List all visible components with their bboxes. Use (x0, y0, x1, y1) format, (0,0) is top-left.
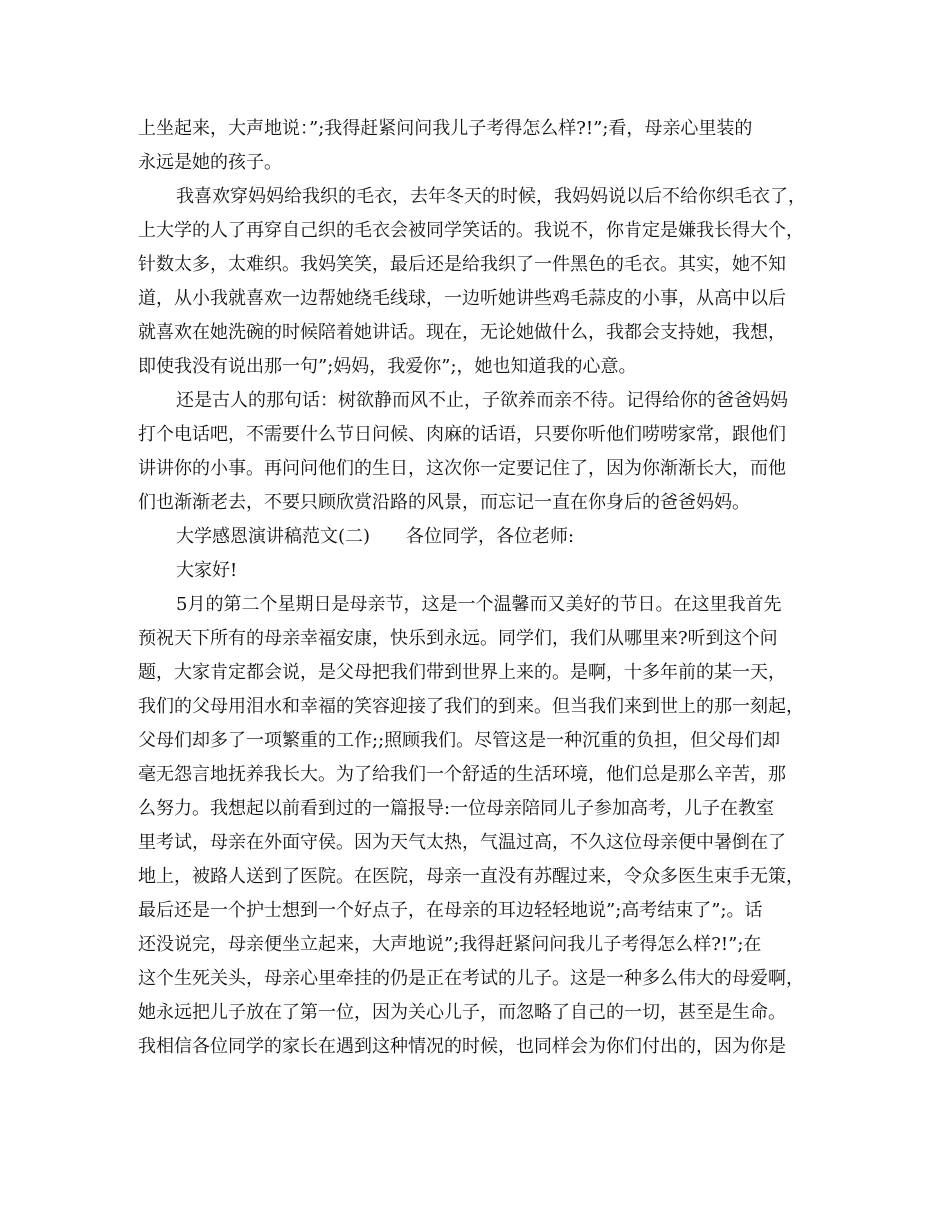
text-line: 还没说完，母亲便坐立起来，大声地说”;我得赶紧问问我儿子考得怎么样?!”;在 (138, 934, 762, 955)
text-line: 题，大家肯定都会说，是父母把我们带到世界上来的。是啊，十多年前的某一天， (138, 662, 786, 683)
text-line: 地上，被路人送到了医院。在医院，母亲一直没有苏醒过来，令众多医生束手无策， (138, 866, 804, 887)
text-line: 毫无怨言地抚养我长大。为了给我们一个舒适的生活环境，他们总是那么辛苦，那 (138, 764, 786, 785)
text-line: 我们的父母用泪水和幸福的笑容迎接了我们的到来。但当我们来到世上的那一刻起， (138, 696, 804, 717)
paragraph-first-line: 我喜欢穿妈妈给我织的毛衣，去年冬天的时候，我妈妈说以后不给你织毛衣了， (176, 186, 806, 207)
text-line: 就喜欢在她洗碗的时候陪着她讲话。现在，无论她做什么，我都会支持她，我想， (138, 322, 786, 343)
text-line: 么努力。我想起以前看到过的一篇报导:一位母亲陪同儿子参加高考，儿子在教室 (138, 798, 775, 819)
section-heading: 大学感恩演讲稿范文(二) 各位同学，各位老师: (176, 526, 575, 547)
text-line: 即使我没有说出那一句”;妈妈，我爱你”;，她也知道我的心意。 (138, 356, 637, 377)
text-line: 父母们却多了一项繁重的工作;;照顾我们。尽管这是一种沉重的负担，但父母们却 (138, 730, 781, 751)
text-line: 道，从小我就喜欢一边帮她绕毛线球，一边听她讲些鸡毛蒜皮的小事，从高中以后 (138, 288, 786, 309)
text-line: 她永远把儿子放在了第一位，因为关心儿子，而忽略了自己的一切，甚至是生命。 (138, 1002, 786, 1023)
text-line: 针数太多，太难织。我妈笑笑，最后还是给我织了一件黑色的毛衣。其实，她不知 (138, 254, 786, 275)
text-line: 里考试，母亲在外面守侯。因为天气太热，气温过高，不久这位母亲便中暑倒在了 (138, 832, 786, 853)
text-line: 们也渐渐老去，不要只顾欣赏沿路的风景，而忘记一直在你身后的爸爸妈妈。 (138, 492, 750, 513)
text-line: 上坐起来，大声地说：”;我得赶紧问问我儿子考得怎么样?!”;看，母亲心里装的 (138, 118, 753, 139)
text-line: 这个生死关头，母亲心里牵挂的仍是正在考试的儿子。这是一种多么伟大的母爱啊， (138, 968, 804, 989)
text-line: 打个电话吧，不需要什么节日问候、肉麻的话语，只要你听他们唠唠家常，跟他们 (138, 424, 786, 445)
text-line: 上大学的人了再穿自己织的毛衣会被同学笑话的。我说不，你肯定是嫌我长得大个， (138, 220, 804, 241)
paragraph-first-line: 还是古人的那句话：树欲静而风不止，子欲养而亲不待。记得给你的爸爸妈妈 (176, 390, 788, 411)
text-line: 讲讲你的小事。再问问他们的生日，这次你一定要记住了，因为你渐渐长大，而他 (138, 458, 786, 479)
text-line: 永远是她的孩子。 (138, 152, 282, 173)
text-line: 预祝天下所有的母亲幸福安康，快乐到永远。同学们，我们从哪里来?听到这个问 (138, 628, 778, 649)
paragraph-first-line: 5月的第二个星期日是母亲节，这是一个温馨而又美好的节日。在这里我首先 (176, 594, 782, 615)
text-line: 我相信各位同学的家长在遇到这种情况的时候，也同样会为你们付出的，因为你是 (138, 1036, 786, 1057)
text-line: 最后还是一个护士想到一个好点子，在母亲的耳边轻轻地说”;高考结束了”;。话 (138, 900, 763, 921)
body-text (138, 112, 828, 1064)
greeting: 大家好! (176, 560, 238, 581)
